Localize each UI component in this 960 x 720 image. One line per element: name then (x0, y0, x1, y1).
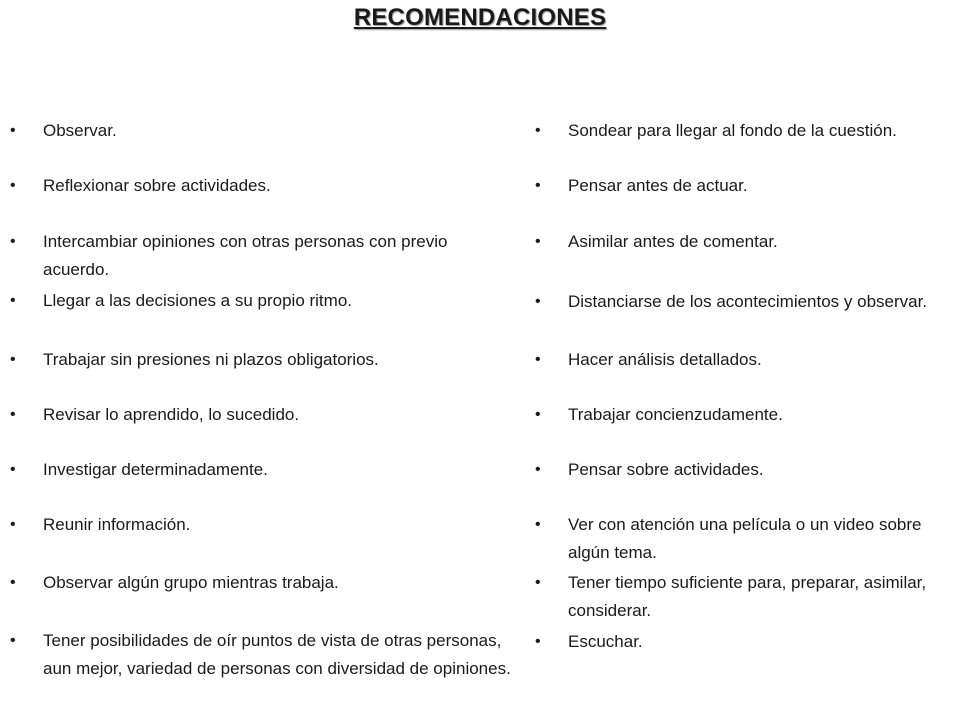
bullet-icon: • (535, 461, 541, 478)
list-item-text: Trabajar sin presiones ni plazos obligatorios. (43, 350, 379, 369)
list-item-text: Distanciarse de los acontecimientos y observar. (568, 292, 928, 311)
list-item-text: Llegar a las decisiones a su propio ritmo. (43, 291, 352, 310)
bullet-icon: • (10, 406, 16, 423)
bullet-icon: • (10, 574, 16, 591)
list-item (10, 456, 515, 484)
list-item-text: Tener posibilidades de oír puntos de vista de otras personas, aun mejor, variedad de personas con diversidad de opiniones. (43, 631, 511, 678)
list-item-text: Escuchar. (568, 632, 643, 651)
list-item-text: Hacer análisis detallados. (568, 350, 762, 369)
list-item (10, 627, 515, 683)
list-item (10, 569, 515, 597)
bullet-icon: • (535, 633, 541, 650)
list-item-text: Asimilar antes de comentar. (568, 232, 778, 251)
list-item (535, 117, 955, 145)
list-item-text: Revisar lo aprendido, lo sucedido. (43, 405, 300, 424)
bullet-icon: • (535, 406, 541, 423)
list-item-text: Ver con atención una película o un video sobre algún tema. (568, 515, 922, 562)
bullet-icon: • (10, 177, 16, 194)
list-item-text: Pensar antes de actuar. (568, 176, 748, 195)
list-item-text: Reunir información. (43, 515, 191, 534)
list-item-text: Sondear para llegar al fondo de la cuestión. (568, 121, 897, 140)
list-item-text: Reflexionar sobre actividades. (43, 176, 271, 195)
bullet-icon: • (535, 516, 541, 533)
list-item (535, 172, 955, 200)
bullet-icon: • (535, 351, 541, 368)
list-item (10, 172, 515, 200)
bullet-icon: • (535, 177, 541, 194)
bullet-icon: • (10, 122, 16, 139)
list-item (535, 628, 955, 656)
list-item (535, 346, 955, 374)
bullet-icon: • (10, 461, 16, 478)
list-item (10, 228, 515, 284)
bullet-icon: • (10, 632, 16, 649)
list-item (535, 228, 955, 256)
bullet-icon: • (535, 233, 541, 250)
list-item (10, 346, 515, 374)
list-item-text: Observar algún grupo mientras trabaja. (43, 573, 339, 592)
bullet-icon: • (535, 574, 541, 591)
list-item (535, 401, 955, 429)
bullet-icon: • (10, 233, 16, 250)
page-title: RECOMENDACIONES (353, 4, 607, 31)
bullet-icon: • (535, 293, 541, 310)
list-item-text: Observar. (43, 121, 117, 140)
list-item-text: Trabajar concienzudamente. (568, 405, 783, 424)
list-item (10, 117, 515, 145)
bullet-icon: • (535, 122, 541, 139)
bullet-icon: • (10, 351, 16, 368)
list-item-text: Tener tiempo suficiente para, preparar, asimilar, considerar. (568, 573, 927, 620)
list-item-text: Intercambiar opiniones con otras personas con previo acuerdo. (43, 232, 448, 279)
list-item (10, 401, 515, 429)
list-item (10, 511, 515, 539)
bullet-icon: • (10, 292, 16, 309)
list-item (10, 287, 515, 315)
list-item (535, 569, 955, 625)
list-item (535, 511, 955, 567)
list-item-text: Investigar determinadamente. (43, 460, 268, 479)
list-item (535, 456, 955, 484)
bullet-icon: • (10, 516, 16, 533)
list-item-text: Pensar sobre actividades. (568, 460, 764, 479)
list-item (535, 288, 955, 316)
